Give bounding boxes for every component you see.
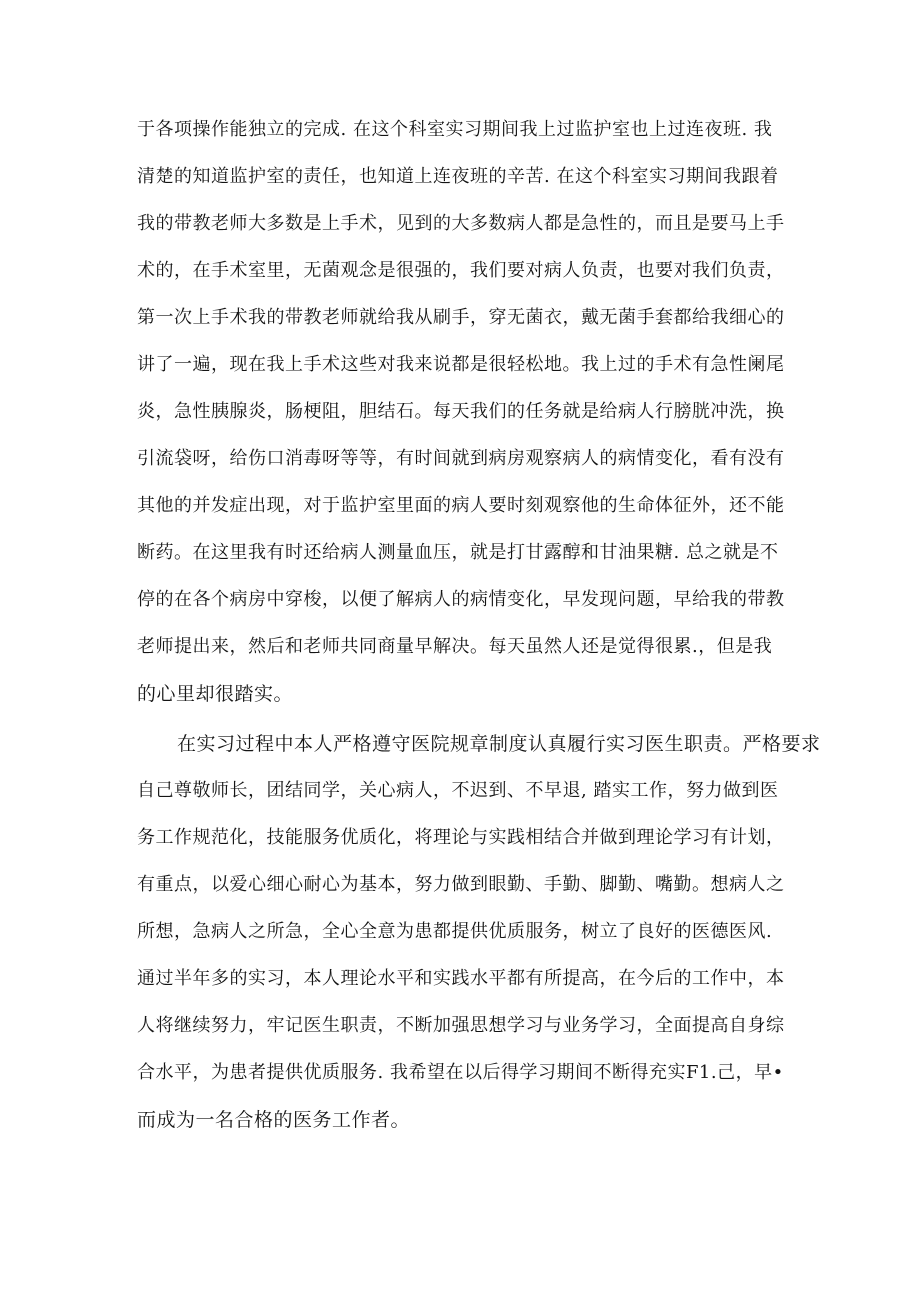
- paragraph-1-line-4: 术的，在手术室里，无菌观念是很强的，我们要对病人负责，也要对我们负责，: [137, 260, 785, 281]
- paragraph-1-line-11: 停的在各个病房中穿梭，以便了解病人的病情变化，早发现问题，早给我的带教: [137, 589, 785, 610]
- paragraph-1-line-9: 其他的并发症出现，对于监护室里面的病人要时刻观察他的生命体征外，还不能: [137, 495, 785, 516]
- paragraph-2-line-8: 合水平，为患者提供优质服务. 我希望在以后得学习期间不断得充实F1.己，早•: [137, 1062, 784, 1083]
- paragraph-1-line-2: 清楚的知道监护室的责任，也知道上连夜班的辛苦. 在这个科室实习期间我跟着: [137, 166, 779, 187]
- paragraph-1-line-7: 炎，急性胰腺炎，肠梗阻，胆结石。每天我们的任务就是给病人行膀胱冲洗，换: [137, 401, 785, 422]
- paragraph-2-line-6: 通过半年多的实习，本人理论水平和实践水平都有所提高，在今后的工作中，本: [137, 968, 785, 989]
- paragraph-1-line-13: 的心里却很踏实。: [137, 683, 294, 705]
- paragraph-2-line-5: 所想，急病人之所急，全心全意为患都提供优质服务，树立了良好的医德医风.: [137, 921, 773, 942]
- paragraph-1-line-6: 讲了一遍，现在我上手术这些对我来说都是很轻松地。我上过的手术有急性阑尾: [137, 354, 785, 375]
- paragraph-1-line-3: 我的带教老师大多数是上手术，见到的大多数病人都是急性的，而且是要马上手: [137, 213, 785, 234]
- paragraph-1-line-12: 老师提出来，然后和老师共同商量早解决。每天虽然人还是觉得很累.，但是我: [137, 636, 773, 657]
- paragraph-2-line-9: 而成为一名合格的医务工作者。: [137, 1109, 411, 1131]
- paragraph-2-line-7: 人将继续努力，牢记医生职责，不断加强思想学习与业务学习，全面提高自身综: [137, 1015, 785, 1036]
- paragraph-2-line-2: 自己尊敬师长，团结同学，关心病人，不迟到、不早退, 踏实工作，努力做到医: [137, 780, 779, 801]
- paragraph-1-line-8: 引流袋呀，给伤口消毒呀等等，有时间就到病房观察病人的病情变化，看有没有: [137, 448, 785, 469]
- paragraph-2-line-3: 务工作规范化，技能服务优质化，将理论与实践相结合并做到理论学习有计划，: [137, 827, 785, 848]
- paragraph-1-line-5: 第一次上手术我的带教老师就给我从刷手，穿无菌衣，戴无菌手套都给我细心的: [137, 307, 785, 328]
- paragraph-2-line-4: 有重点，以爱心细心耐心为基本，努力做到眼勤、手勤、脚勤、嘴勤。想病人之: [137, 874, 785, 895]
- paragraph-1-line-1: 于各项操作能独立的完成. 在这个科室实习期间我上过监护室也上过连夜班. 我: [137, 119, 773, 140]
- paragraph-1-line-10: 断药。在这里我有时还给病人测量血压，就是打甘露醇和甘油果糖. 总之就是不: [137, 542, 779, 563]
- paragraph-2-line-1: 在实习过程中本人严格遵守医院规章制度认真履行实习医生职责。严格要求: [177, 733, 821, 755]
